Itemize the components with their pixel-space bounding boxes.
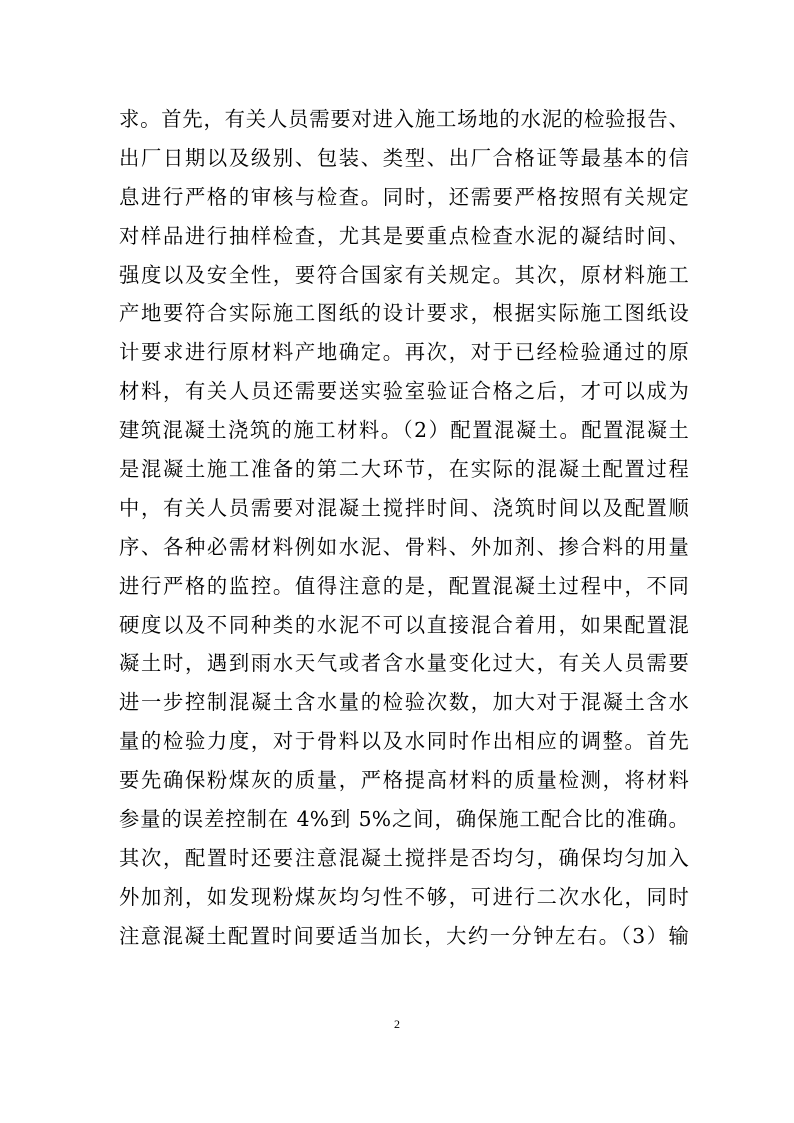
text-line: 出厂日期以及级别、包装、类型、出厂合格证等最基本的信 bbox=[119, 145, 689, 170]
text-line: 中，有关人员需要对混凝土搅拌时间、浇筑时间以及配置顺 bbox=[119, 495, 689, 520]
text-line: 进行严格的监控。值得注意的是，配置混凝土过程中，不同 bbox=[119, 573, 689, 598]
text-line: 注意混凝土配置时间要适当加长，大约一分钟左右。（3）输 bbox=[119, 923, 689, 948]
body-paragraph bbox=[119, 100, 689, 956]
text-line: 参量的误差控制在 4%到 5%之间，确保施工配合比的准确。 bbox=[119, 807, 689, 832]
text-line: 要先确保粉煤灰的质量，严格提高材料的质量检测，将材料 bbox=[119, 768, 689, 793]
text-line: 进一步控制混凝土含水量的检验次数，加大对于混凝土含水 bbox=[119, 690, 689, 715]
text-line: 外加剂，如发现粉煤灰均匀性不够，可进行二次水化，同时 bbox=[119, 884, 689, 909]
text-line: 息进行严格的审核与检查。同时，还需要严格按照有关规定 bbox=[119, 184, 689, 209]
text-line: 求。首先，有关人员需要对进入施工场地的水泥的检验报告、 bbox=[119, 107, 689, 131]
page-number: 2 bbox=[394, 1017, 400, 1031]
text-line: 产地要符合实际施工图纸的设计要求，根据实际施工图纸设 bbox=[119, 301, 689, 326]
text-line: 强度以及安全性，要符合国家有关规定。其次，原材料施工 bbox=[119, 262, 689, 287]
text-line: 序、各种必需材料例如水泥、骨料、外加剂、掺合料的用量 bbox=[119, 534, 689, 559]
text-line: 量的检验力度，对于骨料以及水同时作出相应的调整。首先 bbox=[119, 729, 689, 754]
text-line: 凝土时，遇到雨水天气或者含水量变化过大，有关人员需要 bbox=[119, 651, 689, 676]
text-line: 硬度以及不同种类的水泥不可以直接混合着用，如果配置混 bbox=[119, 612, 689, 637]
text-line: 材料，有关人员还需要送实验室验证合格之后，才可以成为 bbox=[119, 379, 689, 404]
text-line: 对样品进行抽样检查，尤其是要重点检查水泥的凝结时间、 bbox=[119, 223, 689, 248]
text-line: 是混凝土施工准备的第二大环节，在实际的混凝土配置过程 bbox=[119, 457, 689, 482]
text-line: 其次，配置时还要注意混凝土搅拌是否均匀，确保均匀加入 bbox=[119, 845, 689, 870]
text-line: 计要求进行原材料产地确定。再次，对于已经检验通过的原 bbox=[119, 340, 689, 365]
text-line: 建筑混凝土浇筑的施工材料。（2）配置混凝土。配置混凝土 bbox=[119, 418, 689, 443]
